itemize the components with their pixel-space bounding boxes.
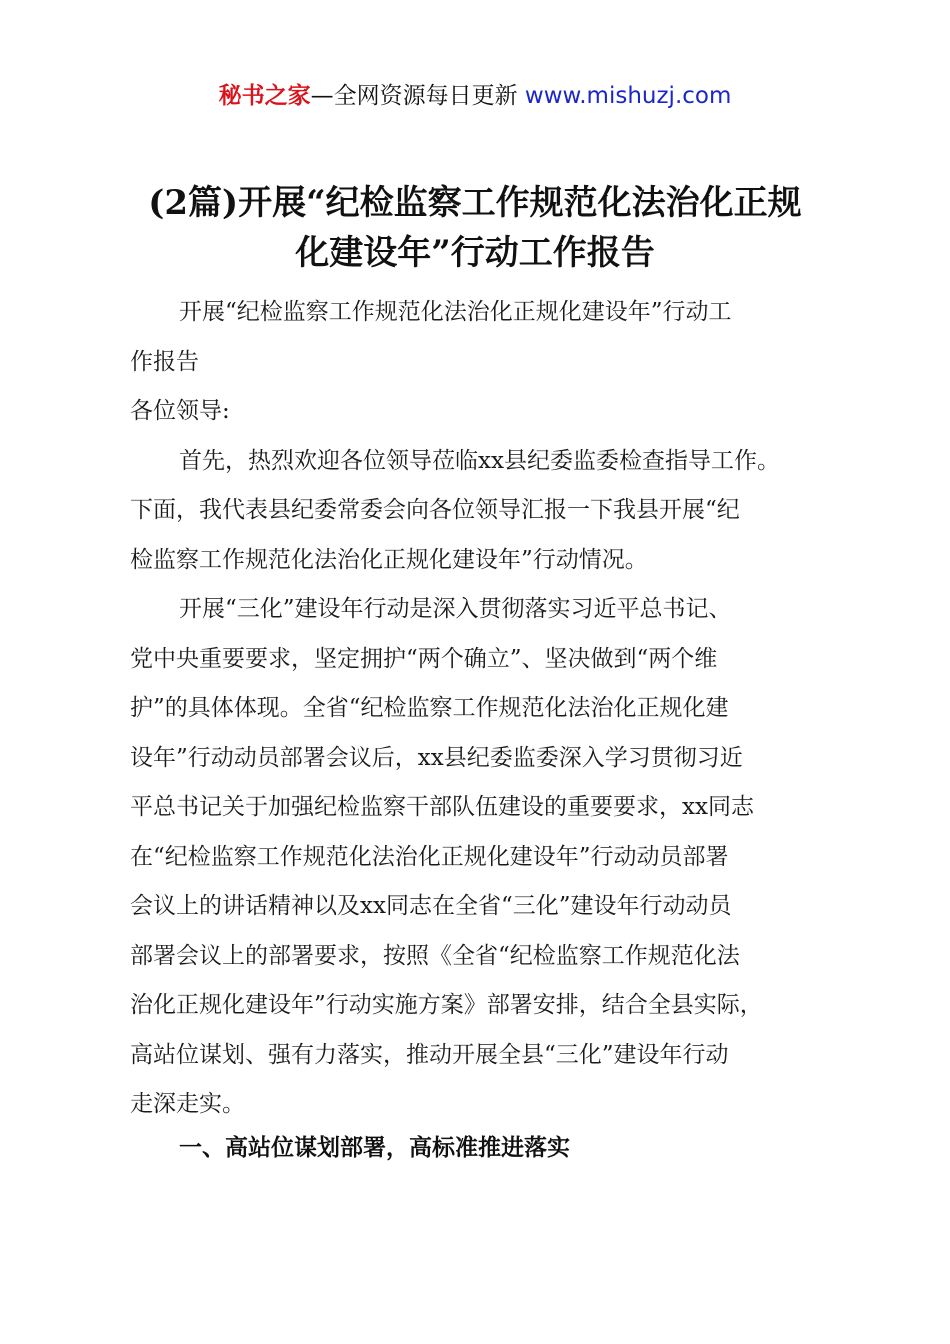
header-slogan: —全网资源每日更新: [310, 83, 518, 109]
brand-name: 秘书之家: [218, 83, 311, 109]
paragraph-2-line: 平总书记关于加强纪检监察干部队伍建设的重要要求，xx同志: [130, 794, 754, 820]
salutation: 各位领导:: [130, 398, 230, 424]
paragraph-2-line: 设年”行动动员部署会议后，xx县纪委监委深入学习贯彻习近: [130, 744, 743, 771]
paragraph-2-line: 会议上的讲话精神以及xx同志在全省“三化”建设年行动动员: [130, 893, 732, 919]
title-line-2: 化建设年”行动工作报告: [295, 233, 655, 273]
paragraph-2-line: 高站位谋划、强有力落实，推动开展全县“三化”建设年行动: [130, 1041, 729, 1068]
site-url-link[interactable]: www.mishuzj.com: [524, 83, 732, 109]
document-title: [95, 178, 855, 278]
paragraph-2-line: 护”的具体体现。全省“纪检监察工作规范化法治化正规化建: [130, 695, 729, 721]
title-line-1: (2篇)开展“纪检监察工作规范化法治化正规: [148, 183, 802, 223]
paragraph-2-line: 党中央重要要求，坚定拥护“两个确立”、坚决做到“两个维: [130, 645, 718, 672]
paragraph-2-line: 在“纪检监察工作规范化法治化正规化建设年”行动动员部署: [130, 843, 729, 870]
subtitle-line-2: 作报告: [130, 348, 199, 375]
paragraph-2-line: 治化正规化建设年”行动实施方案》部署安排，结合全县实际，: [130, 992, 763, 1018]
document-body: [130, 288, 850, 1130]
site-header: [0, 80, 950, 112]
paragraph-2-line: 部署会议上的部署要求，按照《全省“纪检监察工作规范化法: [130, 942, 740, 969]
paragraph-1-line: 首先，热烈欢迎各位领导莅临xx县纪委监委检查指导工作。: [179, 447, 780, 474]
paragraph-1-line: 检监察工作规范化法治化正规化建设年”行动情况。: [130, 546, 648, 573]
paragraph-2-line: 开展“三化”建设年行动是深入贯彻落实习近平总书记、: [179, 596, 732, 622]
paragraph-1-line: 下面，我代表县纪委常委会向各位领导汇报一下我县开展“纪: [130, 497, 740, 523]
paragraph-2-line: 走深走实。: [130, 1091, 245, 1117]
section-heading-1: 一、高站位谋划部署，高标准推进落实: [179, 1135, 570, 1161]
subtitle-line-1: 开展“纪检监察工作规范化法治化正规化建设年”行动工: [179, 299, 732, 325]
